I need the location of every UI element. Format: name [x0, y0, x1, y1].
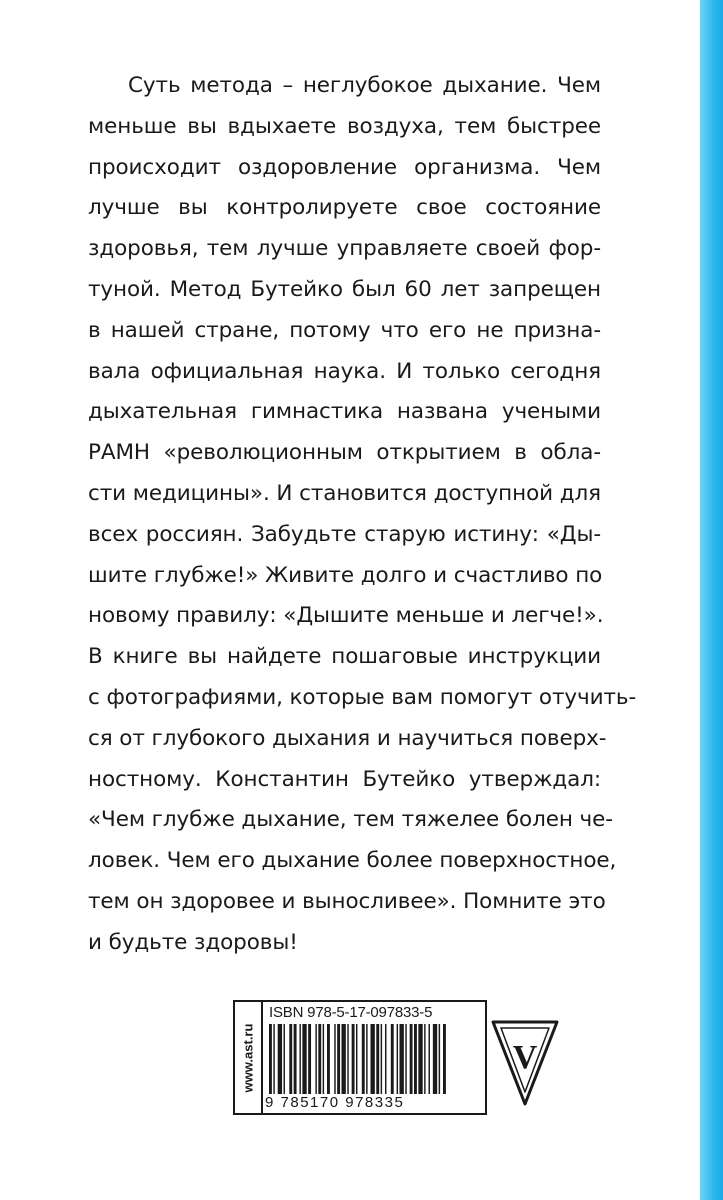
description-line: ся от глубокого дыхания и научиться поверх- [88, 725, 607, 751]
barcode-bar [337, 1024, 340, 1094]
barcode-bar [400, 1024, 404, 1094]
barcode-bar [366, 1024, 367, 1094]
logo-letter: V [512, 1039, 538, 1076]
description-line: и будьте здоровы! [88, 929, 298, 955]
barcode-bar [414, 1024, 417, 1094]
description-line: вала официальная наука. И только сегодня [88, 358, 601, 384]
barcode-bar [371, 1024, 375, 1094]
barcode-bar [327, 1024, 330, 1094]
barcode-bars [269, 1024, 483, 1094]
barcode-bar [424, 1024, 425, 1094]
barcode-bar [352, 1024, 355, 1094]
barcode-bar [429, 1024, 430, 1094]
barcode-bar [347, 1024, 348, 1094]
barcode-digits: 9 785170 978335 [265, 1094, 405, 1111]
barcode-bar [318, 1024, 321, 1094]
description-line: шите глубже!» Живите долго и счастливо по [88, 562, 603, 588]
barcode-bar [289, 1024, 292, 1094]
barcode-bar [397, 1024, 398, 1094]
barcode-bar [273, 1024, 274, 1094]
description-line: с фотографиями, которые вам помогут отучить- [88, 684, 637, 710]
barcode-bar [362, 1024, 365, 1094]
barcode-bar [410, 1024, 413, 1094]
description-line: сти медицины». И становится доступной для [88, 480, 601, 506]
description-line: всех россиян. Забудьте старую истину: «Ды- [88, 521, 601, 547]
isbn-label: ISBN 978-5-17-097833-5 [269, 1004, 433, 1021]
description-line: «Чем глубже дыхание, тем тяжелее болен че- [88, 807, 613, 833]
description-line: тем он здоровее и выносливее». Помните это [88, 888, 606, 914]
description-line: ловек. Чем его дыхание более поверхностное, [88, 848, 617, 874]
barcode-block [233, 1000, 487, 1115]
barcode-bar [376, 1024, 379, 1094]
barcode-bar [433, 1024, 437, 1094]
barcode-bar [356, 1024, 357, 1094]
barcode-bar [391, 1024, 394, 1094]
description-line: ностному. Константин Бутейко утверждал: [88, 766, 601, 792]
publisher-site-text: www.ast.ru [240, 1023, 256, 1092]
barcode-bar [439, 1024, 440, 1094]
back-cover-description [88, 66, 637, 964]
barcode-bar [381, 1024, 382, 1094]
barcode-bar [284, 1024, 285, 1094]
barcode-bar [405, 1024, 406, 1094]
barcode-bar [315, 1024, 316, 1094]
barcode-bar [334, 1024, 335, 1094]
barcode-bar [342, 1024, 346, 1094]
barcode-bar [418, 1024, 422, 1094]
publisher-site-label [235, 1002, 263, 1113]
description-line: здоровья, тем лучше управляете своей фор- [88, 236, 601, 262]
barcode-bar [443, 1024, 446, 1094]
publisher-v-logo-icon [489, 1018, 561, 1108]
description-line: в нашей стране, потому что его не призна- [88, 317, 601, 343]
description-line: РАМН «революционным открытием в обла- [88, 440, 601, 466]
cyan-spine-strip [700, 0, 723, 1200]
barcode-bar [294, 1024, 297, 1094]
description-line: лучше вы контролируете свое состояние [88, 195, 601, 221]
barcode-bar [385, 1024, 386, 1094]
description-line: В книге вы найдете пошаговые инструкции [88, 644, 601, 670]
description-line: дыхательная гимнастика названа учеными [88, 399, 601, 425]
barcode-bar [308, 1024, 311, 1094]
description-line: новому правилу: «Дышите меньше и легче!». [88, 603, 604, 629]
barcode-bar [323, 1024, 324, 1094]
description-line: Суть метода – неглубокое дыхание. Чем [128, 73, 601, 98]
barcode-bar [302, 1024, 306, 1094]
description-line: туной. Метод Бутейко был 60 лет запрещен [88, 276, 601, 302]
description-line: происходит оздоровление организма. Чем [88, 154, 601, 180]
barcode-bar [299, 1024, 300, 1094]
barcode-bar [278, 1024, 282, 1094]
barcode-bar [269, 1024, 272, 1094]
description-line: меньше вы вдыхаете воздуха, тем быстрее [88, 113, 601, 139]
